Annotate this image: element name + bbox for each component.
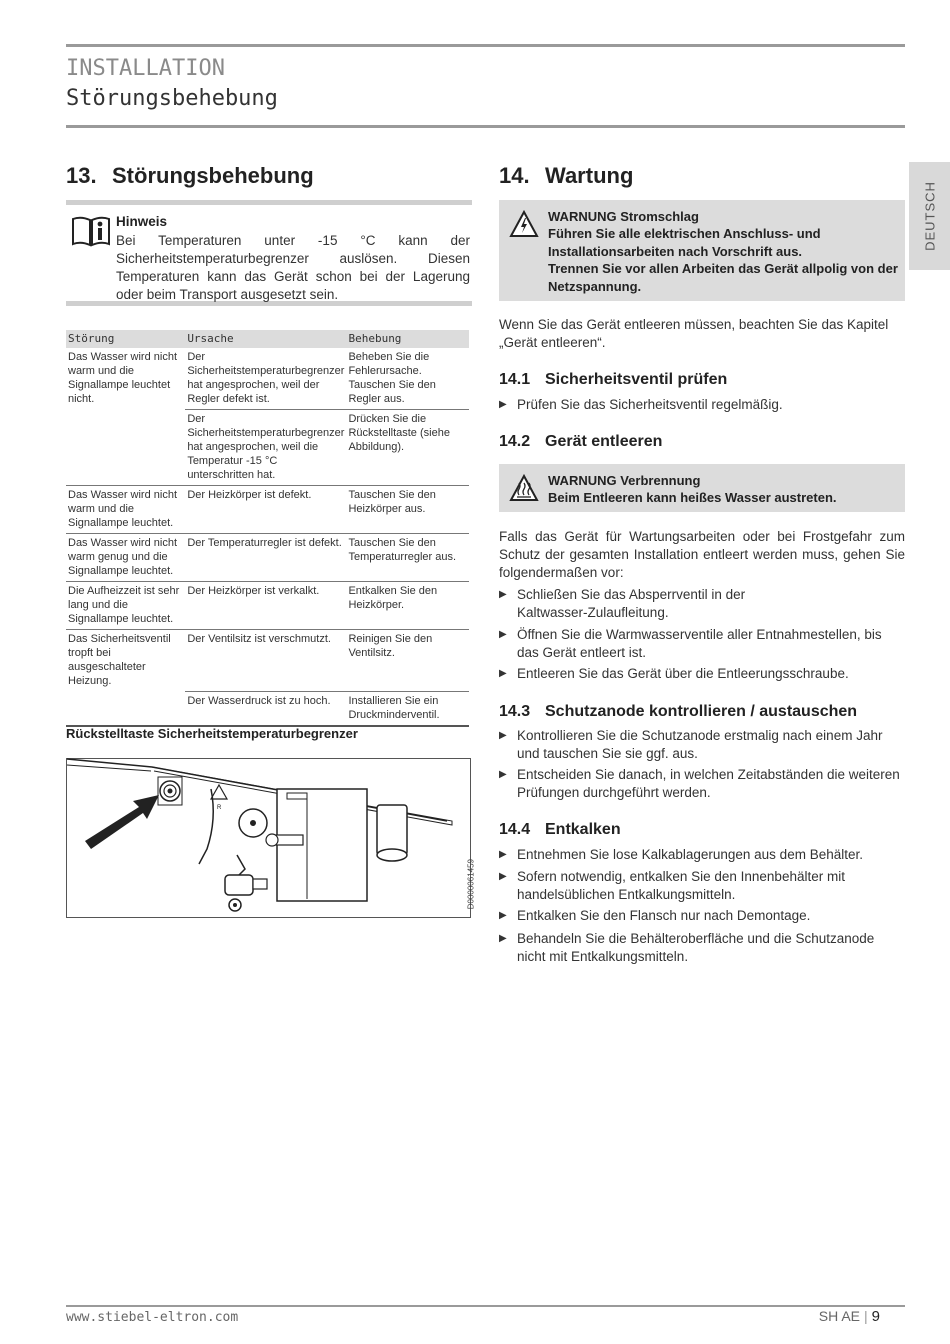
header-bottom-rule [66,125,905,128]
section-14-3-title: Schutzanode kontrollieren / austauschen [545,703,858,720]
hint-box [66,200,472,306]
footer-document-code: SH AE [818,1308,861,1324]
ursache-cell: Der Heizkörper ist defekt. [185,486,346,534]
section-13-number: 13. [66,163,97,188]
warning-shock-line1: Führen Sie alle elektrischen Anschluss- und Installationsarbeiten nach Vorschrift aus. [548,226,821,259]
section-14-title: Wartung [545,163,634,188]
hint-text: Bei Temperaturen unter -15 °C kann der Sicherheitstemperaturbegrenzer auslösen. Diesen Temperaturen kann das Gerät schon bei der Lagerung oder beim Transport ausgesetzt sein. [116,233,470,302]
svg-text:R: R [217,805,222,811]
section-14-number: 14. [499,163,530,188]
section-14-3-heading [499,703,857,721]
list-item: ▶ Kontrollieren Sie die Schutzanode erstmalig nach einem Jahr und tauschen Sie sie ggf. aus. [499,727,905,763]
list-item: ▶ Entleeren Sie das Gerät über die Entleerungsschraube. [499,665,905,683]
table-row [66,630,469,692]
ursache-cell: Der Heizkörper ist verkalkt. [185,582,346,630]
ursache-cell: Der Wasserdruck ist zu hoch. [185,691,346,726]
list-item: ▶ Öffnen Sie die Warmwasserventile aller Entnahmestellen, bis das Gerät entleert ist. [499,626,905,662]
section-14-4-heading [499,821,621,839]
ursache-cell: Der Temperaturregler ist defekt. [185,534,346,582]
section-14-2-heading [499,433,662,451]
stoerung-cell [66,410,185,486]
footer-rule [66,1305,905,1307]
list-item: ▶ Sofern notwendig, entkalken Sie den Innenbehälter mit handelsüblichen Entkalkungsmitteln. [499,868,905,904]
table-row [66,534,469,582]
section-13-heading [66,163,314,189]
section-14-4-title: Entkalken [545,821,621,838]
header-category: INSTALLATION [66,56,225,81]
footer-document-info [819,1308,880,1325]
list-item: ▶ Entkalken Sie den Flansch nur nach Demontage. [499,907,905,925]
section-14-4-number: 14.4 [499,821,531,838]
section-14-2-text: Falls das Gerät für Wartungsarbeiten oder bei Frostgefahr zum Schutz der gesamten Installation entleert werden muss, gehen Sie folgendermaßen vor: [499,529,905,580]
section-14-heading [499,163,633,189]
list-item: ▶ Behandeln Sie die Behälteroberfläche und die Schutzanode nicht mit Entkalkungsmitteln. [499,930,905,966]
section-14-1-title: Sicherheitsventil prüfen [545,371,728,388]
section-14-3-number: 14.3 [499,703,531,720]
footer-website-link[interactable]: www.stiebel-eltron.com [66,1310,239,1325]
behebung-cell: Installieren Sie ein Druckminderventil. [346,691,469,726]
warning-burn-title: WARNUNG Verbrennung [548,473,701,488]
table-row [66,348,469,410]
fault-table [66,330,469,727]
table-row [66,691,469,726]
language-label: DEUTSCH [922,181,937,251]
ursache-cell: Der Sicherheitstemperaturbegrenzer hat angesprochen, weil die Temperatur -15 °C unterschritten hat. [185,410,346,486]
table-row [66,410,469,486]
list-item: ▶ Prüfen Sie das Sicherheitsventil regelmäßig. [499,396,905,414]
stoerung-cell [66,691,185,726]
figure-code: D0000061459 [466,859,475,910]
device-drawing [67,759,472,919]
section-14-1-number: 14.1 [499,371,531,388]
stoerung-cell: Das Wasser wird nicht warm und die Signallampe leuchtet. [66,486,185,534]
section-14-2-title: Gerät entleeren [545,433,663,450]
warning-burn-text: Beim Entleeren kann heißes Wasser austreten. [548,490,837,505]
behebung-cell: Tauschen Sie den Temperaturregler aus. [346,534,469,582]
stoerung-cell: Das Sicherheitsventil tropft bei ausgeschalteter Heizung. [68,633,171,687]
list-item: ▶ Entscheiden Sie danach, in welchen Zeitabständen die weiteren Prüfungen durchgeführt werden. [499,766,905,802]
warning-shock-title: WARNUNG Stromschlag [548,209,699,224]
fault-table-header [66,330,469,348]
header-stoerung: Störung [66,330,185,348]
warning-shock-box [499,200,905,301]
behebung-cell: Drücken Sie die Rückstelltaste (siehe Abbildung). [346,410,469,486]
header-behebung: Behebung [346,330,469,348]
header-title: Störungsbehebung [66,86,278,111]
stoerung-cell: Das Wasser wird nicht warm und die Signallampe leuchtet nicht. [68,351,178,405]
ursache-cell: Der Sicherheitstemperaturbegrenzer hat angesprochen, weil der Regler defekt ist. [185,348,346,410]
info-book-icon [70,215,112,247]
warning-burn-box [499,464,905,512]
section-14-2-number: 14.2 [499,433,531,450]
list-item: ▶ Schließen Sie das Absperrventil in der Kaltwasser-Zulaufleitung. [499,586,799,622]
footer-separator: | [864,1308,868,1324]
ursache-cell: Der Ventilsitz ist verschmutzt. [185,630,346,692]
behebung-cell: Entkalken Sie den Heizkörper. [346,582,469,630]
list-item: ▶ Entnehmen Sie lose Kalkablagerungen aus dem Behälter. [499,846,905,864]
behebung-cell: Beheben Sie die Fehlerursache. Tauschen Sie den Regler aus. [346,348,469,410]
reset-button-figure [66,758,475,918]
behebung-cell: Tauschen Sie den Heizkörper aus. [346,486,469,534]
section-14-1-heading [499,371,727,389]
warning-shock-line2: Trennen Sie vor allen Arbeiten das Gerät allpolig von der Netzspannung. [548,261,898,294]
page-number: 9 [871,1308,880,1325]
table-row [66,486,469,534]
stoerung-cell: Das Wasser wird nicht warm genug und die Signallampe leuchtet. [66,534,185,582]
language-side-tab [909,162,950,270]
electric-shock-warning-icon [509,210,539,238]
table-row [66,582,469,630]
stoerung-cell: Die Aufheizzeit ist sehr lang und die Signallampe leuchtet. [66,582,185,630]
header-top-rule [66,44,905,47]
section-14-intro: Wenn Sie das Gerät entleeren müssen, beachten Sie das Kapitel „Gerät entleeren“. [499,317,889,350]
figure-caption: Rückstelltaste Sicherheitstemperaturbegrenzer [66,726,358,741]
section-13-title: Störungsbehebung [112,163,314,188]
hint-title: Hinweis [116,214,168,229]
warning-shock-text [548,225,904,295]
hot-surface-warning-icon [509,474,539,502]
behebung-cell: Reinigen Sie den Ventilsitz. [346,630,469,692]
header-ursache: Ursache [185,330,346,348]
